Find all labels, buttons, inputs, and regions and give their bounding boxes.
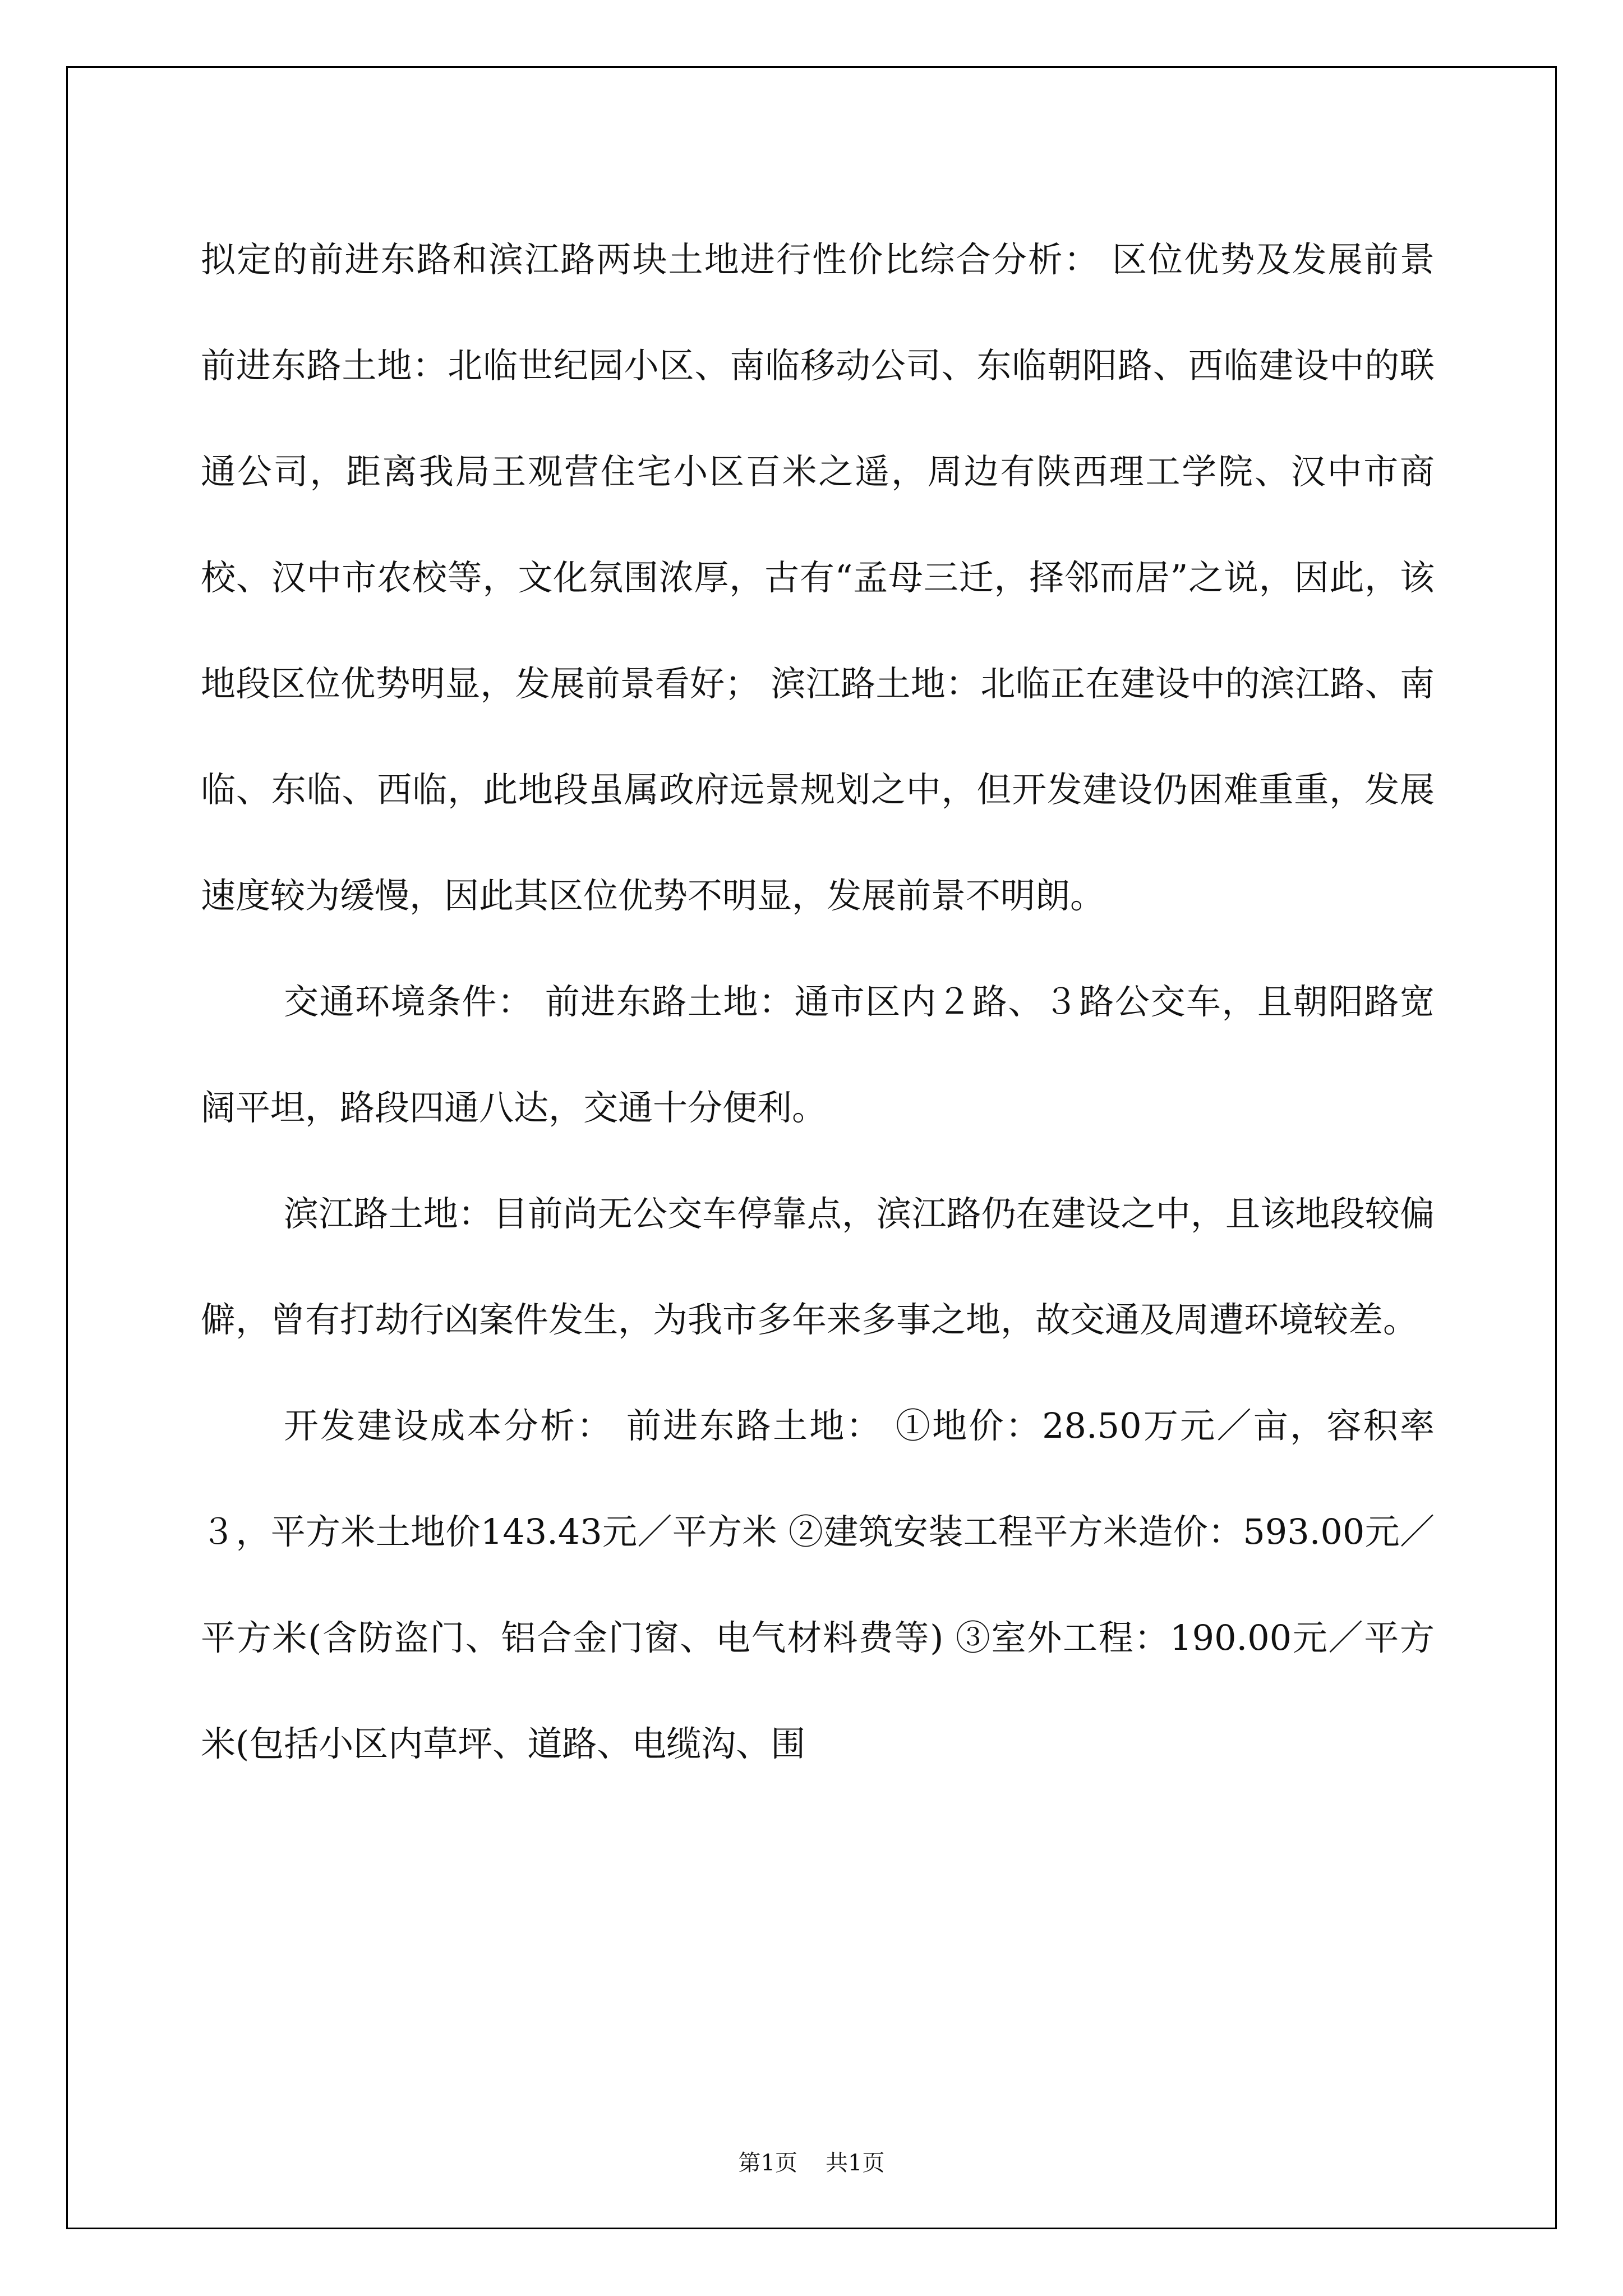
paragraph-cost-analysis: 开发建设成本分析： 前进东路土地： ①地价：28.50万元／亩，容积率３，平方米土地价143.43元／平方米 ②建筑安装工程平方米造价：593.00元／平方米(含防盗门、铝合金门窗、电气材料费等) ③室外工程：190.00元／平方米(包括小区内草坪、道路、电缆沟、围 — [201, 1405, 1435, 1764]
paragraph-traffic-binjiang: 滨江路土地：目前尚无公交车停靠点，滨江路仍在建设之中，且该地段较偏僻，曾有打劫行凶案件发生，为我市多年来多事之地，故交通及周遭环境较差。 — [201, 1193, 1435, 1340]
paragraph-location-advantage: 拟定的前进东路和滨江路两块土地进行性价比综合分析： 区位优势及发展前景 前进东路土地：北临世纪园小区、南临移动公司、东临朝阳路、西临建设中的联通公司，距离我局王观营住宅小区百米之遥，周边有陕西理工学院、汉中市商校、汉中市农校等，文化氛围浓厚，古有“孟母三迁，择邻而居”之说，因此，该地段区位优势明显，发展前景看好； 滨江路土地：北临正在建设中的滨江路、南临、东临、西临，此地段虽属政府远景规划之中，但开发建设仍困难重重，发展速度较为缓慢，因此其区位优势不明显，发展前景不明朗。 — [201, 239, 1435, 916]
page-footer — [0, 2147, 1623, 2179]
page-number-total: 共1页 — [826, 2150, 885, 2176]
paragraph-traffic-qianjin: 交通环境条件： 前进东路土地：通市区内２路、３路公交车，且朝阳路宽阔平坦，路段四通八达，交通十分便利。 — [201, 981, 1435, 1128]
document-body — [201, 206, 1435, 1797]
page-number-current: 第1页 — [738, 2150, 797, 2176]
